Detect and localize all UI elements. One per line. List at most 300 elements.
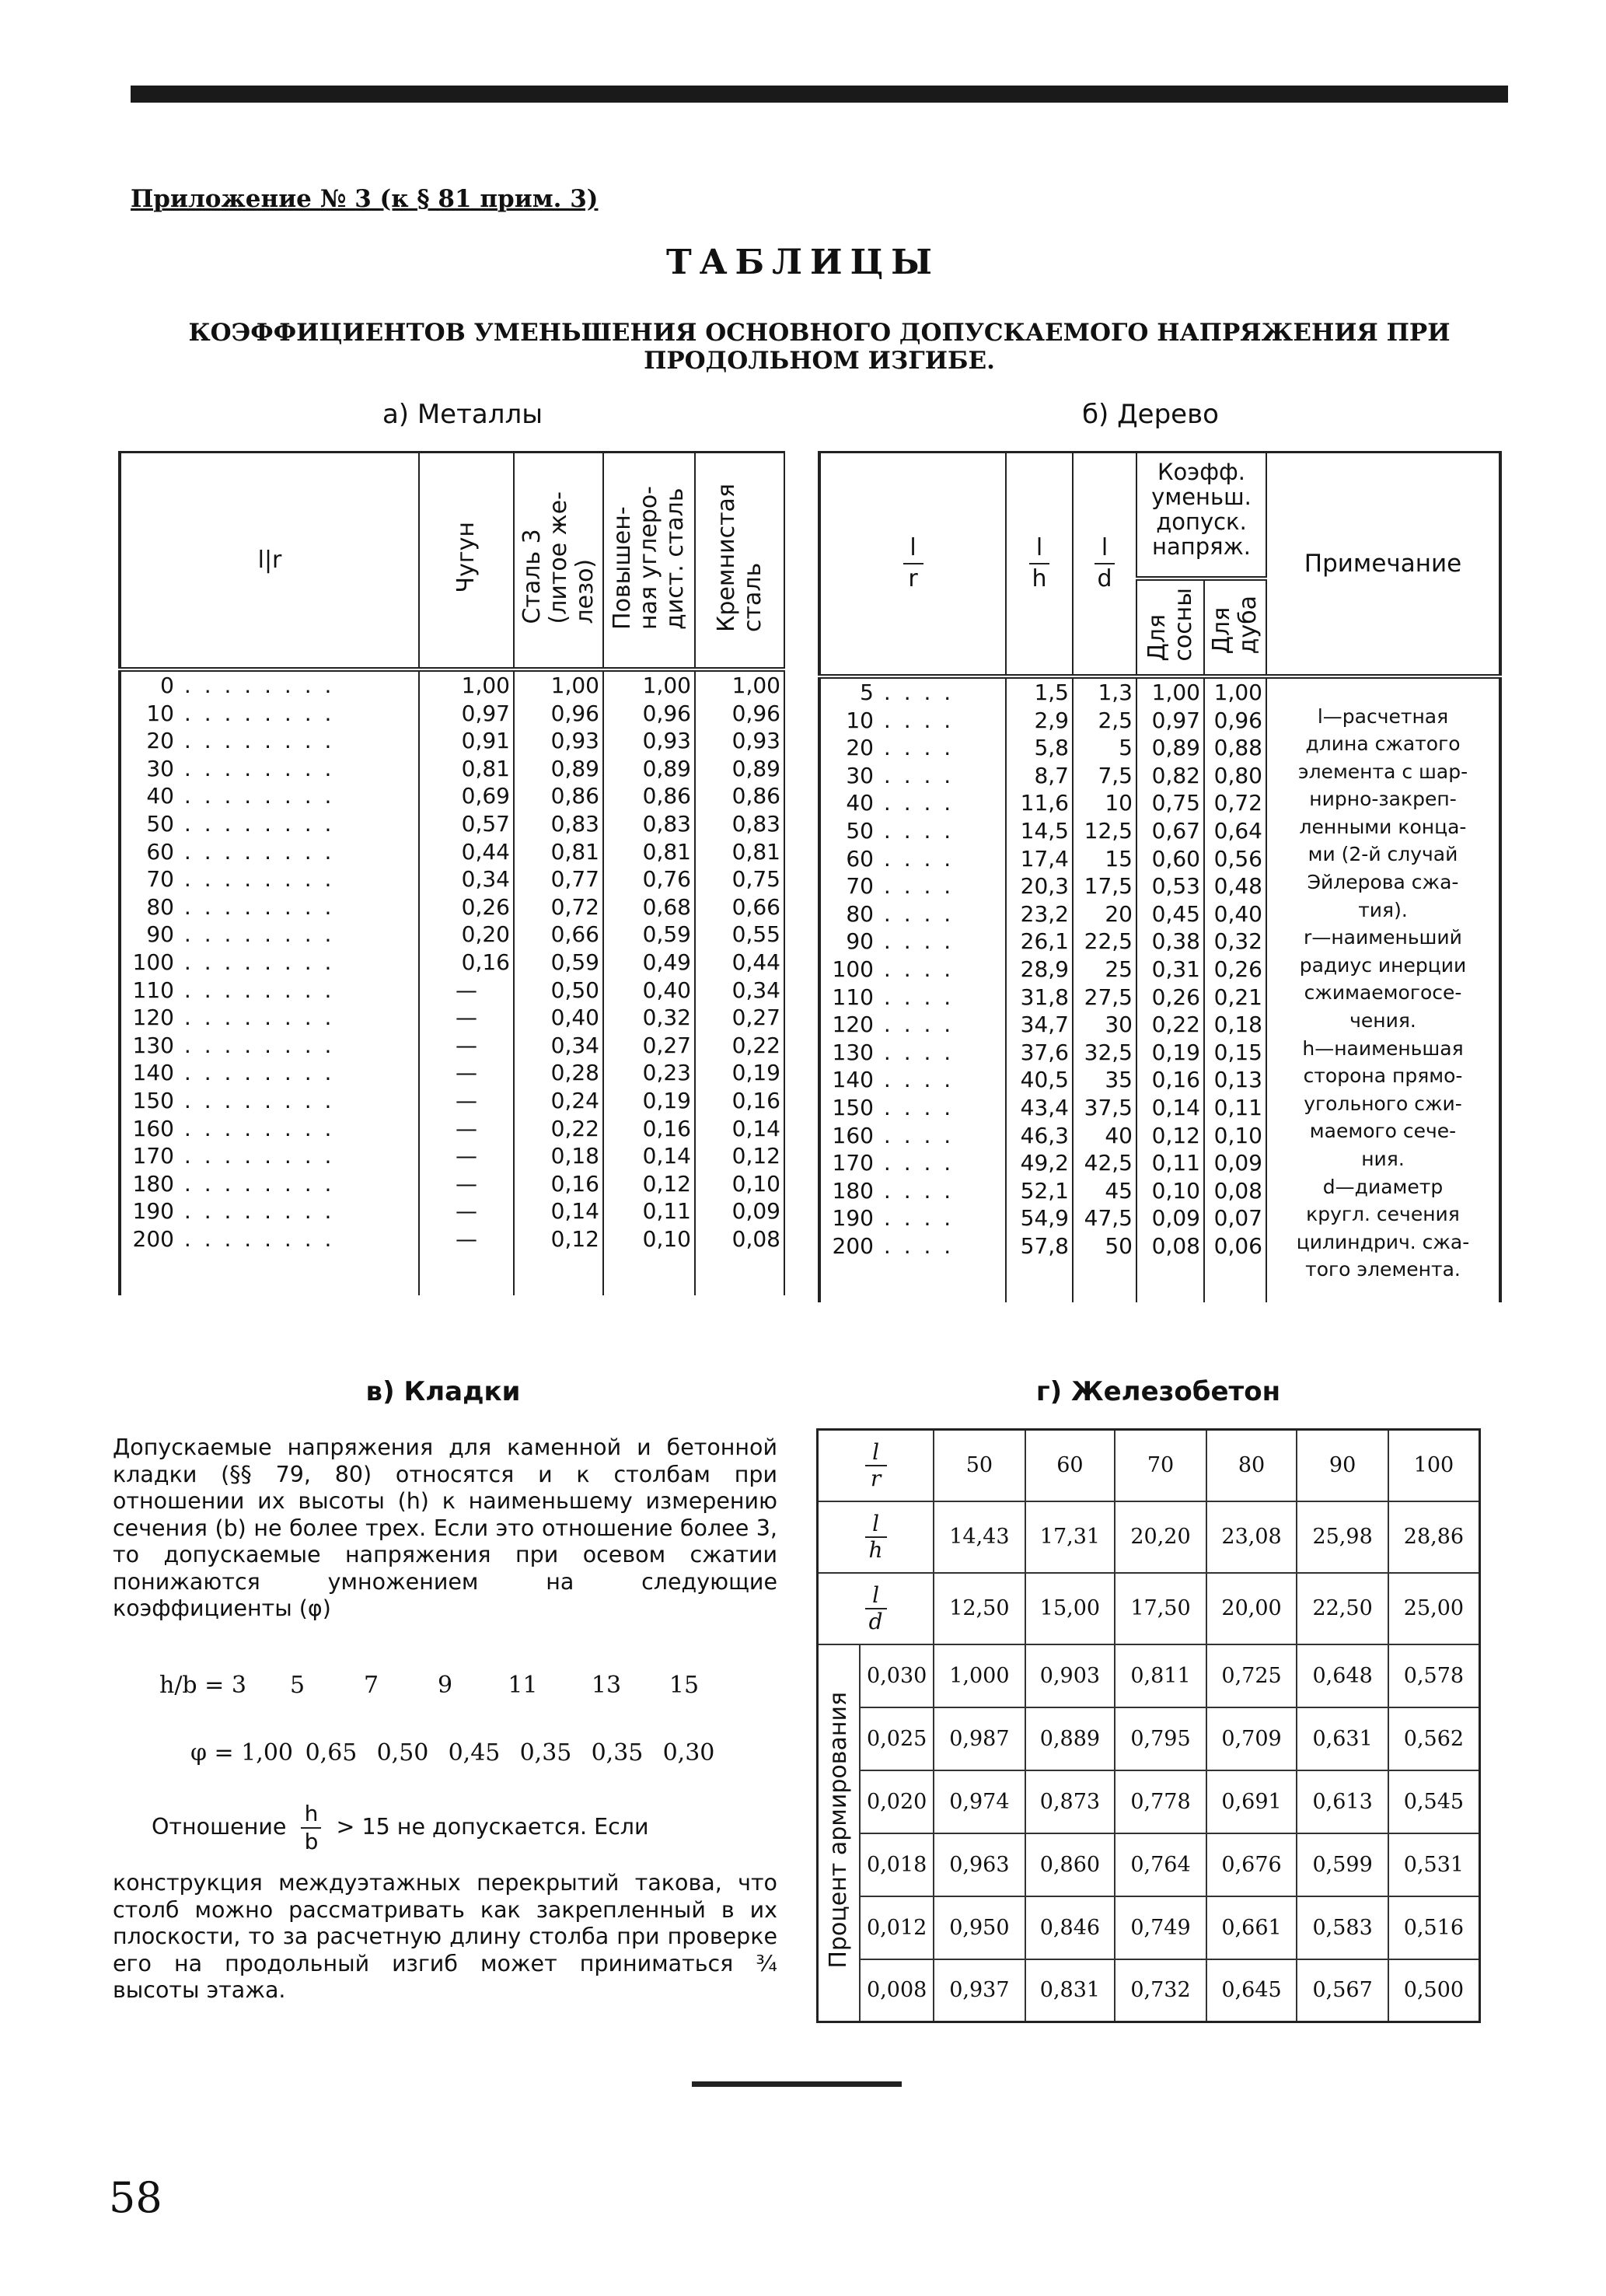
metals-l-value: 170 — [132, 1143, 174, 1169]
metals-l-value: 180 — [132, 1170, 174, 1197]
wood-cell: 0,09 — [1136, 1204, 1204, 1232]
wood-cell: 0,48 — [1204, 872, 1266, 900]
wood-cell: 0,88 — [1204, 734, 1266, 762]
metals-l-value: 30 — [146, 755, 174, 781]
wood-col-pine: Для сосны — [1136, 578, 1204, 676]
rc-pct-cell: 0,012 — [860, 1896, 934, 1959]
metals-cell: 0,16 — [514, 1170, 603, 1198]
rc-cell: 0,578 — [1388, 1644, 1480, 1707]
rc-cell: 0,562 — [1388, 1707, 1480, 1770]
phi-value: 0,35 — [519, 1739, 572, 1767]
appendix-label: Приложение № 3 (к § 81 прим. 3) — [131, 185, 599, 213]
metals-cell: 0,55 — [695, 921, 784, 949]
table-row — [120, 1115, 784, 1143]
wood-lr-value: 130 — [832, 1039, 874, 1065]
metals-row-label — [120, 1142, 419, 1170]
wood-row-label — [819, 734, 1006, 762]
wood-coef-header: Коэфф. уменьш. допуск. напряж. — [1136, 453, 1266, 579]
metals-cell: 0,93 — [603, 727, 695, 755]
rc-lh-cell: 20,20 — [1115, 1501, 1206, 1573]
wood-lr-value: 190 — [832, 1205, 874, 1232]
metals-cell: 0,27 — [695, 1004, 784, 1032]
wood-cell: 43,4 — [1006, 1094, 1073, 1122]
wood-cell: 0,40 — [1204, 900, 1266, 928]
rc-ld-cell: 25,00 — [1388, 1573, 1480, 1644]
wood-row-label — [819, 845, 1006, 873]
wood-cell: 2,9 — [1006, 707, 1073, 735]
metals-l-value: 160 — [132, 1115, 174, 1141]
metals-cell: 0,32 — [603, 1004, 695, 1032]
metals-cell: 0,83 — [603, 810, 695, 838]
metals-cell: 1,00 — [514, 669, 603, 700]
metals-row-label — [120, 1087, 419, 1115]
rc-pct-cell: 0,018 — [860, 1833, 934, 1896]
wood-col-lr: $\frac{l}{r}$ — [819, 453, 1006, 677]
wood-cell: 1,00 — [1204, 676, 1266, 707]
leader-dots: . . . . — [874, 680, 955, 705]
masonry-caption: в) Кладки — [365, 1376, 521, 1407]
metals-cell: 0,19 — [603, 1087, 695, 1115]
leader-dots: . . . . . . . . — [174, 1225, 335, 1252]
metals-l-value: 120 — [132, 1005, 174, 1031]
metals-cell: 0,10 — [695, 1170, 784, 1198]
metals-cell: 0,16 — [695, 1087, 784, 1115]
metals-cell: 0,12 — [514, 1225, 603, 1253]
wood-col-ld: $\frac{l}{d}$ — [1073, 453, 1136, 677]
leader-dots: . . . . . . . . — [174, 783, 335, 809]
metals-cell: 0,22 — [695, 1032, 784, 1060]
ratio-prefix: Отношение — [152, 1814, 287, 1840]
wood-cell: 37,6 — [1006, 1039, 1073, 1067]
metals-row-label — [120, 1225, 419, 1253]
rc-cell: 0,749 — [1115, 1896, 1206, 1959]
wood-cell: 0,11 — [1136, 1149, 1204, 1177]
wood-cell: 0,06 — [1204, 1232, 1266, 1260]
leader-dots: . . . . — [874, 1067, 955, 1093]
metals-row-label — [120, 700, 419, 728]
wood-row-label — [819, 707, 1006, 735]
metals-cell: 1,00 — [695, 669, 784, 700]
metals-table — [118, 451, 785, 1295]
rc-cell: 0,974 — [934, 1770, 1025, 1833]
wood-cell: 8,7 — [1006, 762, 1073, 790]
wood-cell: 26,1 — [1006, 928, 1073, 956]
wood-cell: 5,8 — [1006, 734, 1073, 762]
table-row — [818, 1644, 1480, 1707]
wood-cell: 31,8 — [1006, 984, 1073, 1012]
wood-cell: 0,12 — [1136, 1122, 1204, 1150]
table-row — [120, 700, 784, 728]
wood-cell: 54,9 — [1006, 1204, 1073, 1232]
leader-dots: . . . . . . . . — [174, 921, 335, 948]
table-row — [818, 1770, 1480, 1833]
metals-cell: 0,69 — [419, 782, 514, 810]
metals-cell: — — [419, 1115, 514, 1143]
metals-l-value: 40 — [146, 783, 174, 809]
hb-label: h/b = 3 — [159, 1672, 246, 1699]
rc-cell: 0,860 — [1025, 1833, 1115, 1896]
rc-cell: 0,583 — [1297, 1896, 1388, 1959]
leader-dots: . . . . . . . . — [174, 1005, 335, 1031]
wood-cell: 0,18 — [1204, 1011, 1266, 1039]
metals-cell: 0,44 — [419, 838, 514, 866]
leader-dots: . . . . . . . . — [174, 977, 335, 1003]
wood-row-label — [819, 984, 1006, 1012]
table-row — [120, 1059, 784, 1087]
rc-lr-cell: 80 — [1206, 1430, 1297, 1501]
table-row — [120, 921, 784, 949]
metals-cell: 0,28 — [514, 1059, 603, 1087]
metals-cell: 0,76 — [603, 865, 695, 893]
metals-cell: 0,81 — [419, 755, 514, 783]
table-row — [120, 669, 784, 700]
rc-lh-cell: 28,86 — [1388, 1501, 1480, 1573]
wood-cell: 52,1 — [1006, 1177, 1073, 1205]
leader-dots: . . . . . . . . — [174, 866, 335, 893]
wood-cell: 0,53 — [1136, 872, 1204, 900]
hb-row — [159, 1672, 719, 1699]
rc-ld-cell: 12,50 — [934, 1573, 1025, 1644]
rc-cell: 0,500 — [1388, 1959, 1480, 2022]
hb-value: 7 — [363, 1672, 379, 1699]
wood-cell: 37,5 — [1073, 1094, 1136, 1122]
wood-cell: 46,3 — [1006, 1122, 1073, 1150]
wood-cell: 15 — [1073, 845, 1136, 873]
wood-cell: 22,5 — [1073, 928, 1136, 956]
wood-cell: 1,5 — [1006, 676, 1073, 707]
table-row — [120, 865, 784, 893]
wood-row-label — [819, 676, 1006, 707]
wood-cell: 0,26 — [1136, 984, 1204, 1012]
leader-dots: . . . . — [874, 984, 955, 1010]
rc-lh-label: $\frac{l}{h}$ — [818, 1501, 934, 1573]
metals-row-label — [120, 727, 419, 755]
leader-dots: . . . . — [874, 762, 955, 788]
wood-cell: 28,9 — [1006, 956, 1073, 984]
metals-cell: 0,72 — [514, 893, 603, 921]
metals-l-value: 90 — [146, 921, 174, 948]
phi-value: 0,65 — [305, 1739, 358, 1767]
metals-cell: 0,89 — [603, 755, 695, 783]
wood-row-label — [819, 928, 1006, 956]
metals-cell: — — [419, 1197, 514, 1225]
metals-cell: 0,81 — [603, 838, 695, 866]
rc-ld-cell: 15,00 — [1025, 1573, 1115, 1644]
wood-col-note: Примечание — [1266, 453, 1500, 677]
metals-row-label — [120, 755, 419, 783]
wood-cell: 27,5 — [1073, 984, 1136, 1012]
metals-cell: 0,75 — [695, 865, 784, 893]
rc-cell: 0,778 — [1115, 1770, 1206, 1833]
wood-lr-value: 140 — [832, 1067, 874, 1093]
table-row — [120, 810, 784, 838]
wood-cell: 0,67 — [1136, 817, 1204, 845]
wood-cell: 35 — [1073, 1066, 1136, 1094]
metals-cell: 0,23 — [603, 1059, 695, 1087]
metals-cell: — — [419, 1032, 514, 1060]
rc-cell: 0,950 — [934, 1896, 1025, 1959]
wood-cell: 0,09 — [1204, 1149, 1266, 1177]
wood-lr-value: 20 — [846, 735, 874, 761]
wood-cell: 0,89 — [1136, 734, 1204, 762]
spacer-cell — [1204, 1260, 1266, 1302]
leader-dots: . . . . — [874, 1039, 955, 1065]
rc-cell: 0,648 — [1297, 1644, 1388, 1707]
rc-cell: 0,811 — [1115, 1644, 1206, 1707]
wood-lr-value: 90 — [846, 928, 874, 955]
leader-dots: . . . . — [874, 1012, 955, 1038]
metals-cell: 0,86 — [695, 782, 784, 810]
wood-row-label — [819, 1149, 1006, 1177]
wood-row-label — [819, 1204, 1006, 1232]
wood-lr-value: 80 — [846, 900, 874, 927]
rc-cell: 0,531 — [1388, 1833, 1480, 1896]
wood-row-label — [819, 1122, 1006, 1150]
table-row — [818, 1707, 1480, 1770]
rc-cell: 0,764 — [1115, 1833, 1206, 1896]
rc-side-label — [818, 1644, 861, 2022]
metals-cell: 0,16 — [419, 949, 514, 977]
table-row — [120, 1142, 784, 1170]
metals-l-value: 110 — [132, 977, 174, 1003]
phi-value: 0,45 — [448, 1739, 501, 1767]
leader-dots: . . . . . . . . — [174, 1032, 335, 1058]
rc-side-text: Процент армирования — [825, 1691, 853, 1969]
wood-row-label — [819, 1177, 1006, 1205]
wood-col-lh: $\frac{l}{h}$ — [1006, 453, 1073, 677]
metals-cell: — — [419, 1087, 514, 1115]
masonry-paragraph-1: Допускаемые напряжения для каменной и бетонной кладки (§§ 79, 80) относятся и к столбам при отношении их высоты (h) к наименьшему измерению сечения (b) не более трех. Если это отношение более 3, то допускаемые напряжения при осевом сжатии понижаются умножением на следующие коэффициенты (φ) — [113, 1435, 777, 1621]
spacer-cell — [603, 1253, 695, 1295]
rc-pct-cell: 0,030 — [860, 1644, 934, 1707]
wood-cell: 0,15 — [1204, 1039, 1266, 1067]
metals-cell: 0,93 — [695, 727, 784, 755]
wood-cell: 0,32 — [1204, 928, 1266, 956]
wood-cell: 0,80 — [1204, 762, 1266, 790]
leader-dots: . . . . — [874, 790, 955, 816]
metals-cell: — — [419, 1225, 514, 1253]
rc-cell: 0,889 — [1025, 1707, 1115, 1770]
metals-cell: 0,12 — [603, 1170, 695, 1198]
wood-lr-value: 150 — [832, 1094, 874, 1120]
wood-cell: 0,08 — [1136, 1232, 1204, 1260]
leader-dots: . . . . . . . . — [174, 893, 335, 920]
metals-cell: 1,00 — [603, 669, 695, 700]
wood-cell: 0,97 — [1136, 707, 1204, 735]
metals-row-label — [120, 669, 419, 700]
metals-l-value: 70 — [146, 866, 174, 893]
leader-dots: . . . . . . . . — [174, 1198, 335, 1225]
rc-cell: 0,613 — [1297, 1770, 1388, 1833]
rc-cell: 0,661 — [1206, 1896, 1297, 1959]
wood-cell: 0,26 — [1204, 956, 1266, 984]
rc-cell: 0,873 — [1025, 1770, 1115, 1833]
metals-cell: 0,14 — [514, 1197, 603, 1225]
rc-lh-cell: 14,43 — [934, 1501, 1025, 1573]
wood-table-wrap — [818, 451, 1502, 1302]
wood-cell: 0,82 — [1136, 762, 1204, 790]
metals-row-label — [120, 865, 419, 893]
metals-table-wrap — [118, 451, 785, 1295]
table-row — [818, 1833, 1480, 1896]
rc-cell: 0,846 — [1025, 1896, 1115, 1959]
metals-l-value: 50 — [146, 810, 174, 837]
wood-cell: 30 — [1073, 1011, 1136, 1039]
leader-dots: . . . . — [874, 900, 955, 927]
table-row — [120, 893, 784, 921]
rc-pct-cell: 0,025 — [860, 1707, 934, 1770]
table-row — [120, 977, 784, 1005]
metals-cell: 0,20 — [419, 921, 514, 949]
page-subtitle: КОЭФФИЦИЕНТОВ УМЕНЬШЕНИЯ ОСНОВНОГО ДОПУСКАЕМОГО НАПРЯЖЕНИЯ ПРИ ПРОДОЛЬНОМ ИЗГИБЕ. — [188, 319, 1451, 375]
page-number: 58 — [109, 2173, 162, 2222]
wood-cell: 49,2 — [1006, 1149, 1073, 1177]
metals-cell: 0,09 — [695, 1197, 784, 1225]
wood-cell: 0,21 — [1204, 984, 1266, 1012]
leader-dots: . . . . . . . . — [174, 1170, 335, 1197]
wood-caption: б) Дерево — [1082, 399, 1219, 430]
rc-cell: 0,691 — [1206, 1770, 1297, 1833]
metals-cell: 0,91 — [419, 727, 514, 755]
metals-cell: 0,50 — [514, 977, 603, 1005]
leader-dots: . . . . . . . . — [174, 1115, 335, 1141]
table-row — [818, 1896, 1480, 1959]
rc-cell: 0,987 — [934, 1707, 1025, 1770]
leader-dots: . . . . — [874, 817, 955, 844]
rc-cell: 0,645 — [1206, 1959, 1297, 2022]
wood-cell: 0,08 — [1204, 1177, 1266, 1205]
wood-row-label — [819, 900, 1006, 928]
rc-ld-cell: 17,50 — [1115, 1573, 1206, 1644]
metals-col-header: Чугун — [419, 453, 514, 670]
ratio-line — [152, 1802, 777, 1854]
leader-dots: . . . . . . . . — [174, 810, 335, 837]
table-row — [120, 1170, 784, 1198]
rc-cell: 0,545 — [1388, 1770, 1480, 1833]
metals-cell: 0,86 — [603, 782, 695, 810]
wood-row-label — [819, 789, 1006, 817]
bottom-rule — [692, 2081, 902, 2087]
wood-cell: 0,19 — [1136, 1039, 1204, 1067]
wood-cell: 40,5 — [1006, 1066, 1073, 1094]
rc-pct-cell: 0,008 — [860, 1959, 934, 2022]
wood-cell: 14,5 — [1006, 817, 1073, 845]
metals-cell: 0,89 — [514, 755, 603, 783]
wood-row-label — [819, 1039, 1006, 1067]
wood-cell: 0,14 — [1136, 1094, 1204, 1122]
metals-cell: 0,10 — [603, 1225, 695, 1253]
rc-cell: 0,725 — [1206, 1644, 1297, 1707]
ratio-suffix: > 15 не допускается. Если — [336, 1814, 649, 1840]
wood-row-label — [819, 1066, 1006, 1094]
wood-cell: 5 — [1073, 734, 1136, 762]
wood-cell: 0,13 — [1204, 1066, 1266, 1094]
metals-caption: а) Металлы — [382, 399, 543, 430]
metals-l-value: 140 — [132, 1060, 174, 1086]
metals-row-label — [120, 810, 419, 838]
wood-cell: 0,60 — [1136, 845, 1204, 873]
metals-cell: 0,14 — [695, 1115, 784, 1143]
metals-cell: 1,00 — [419, 669, 514, 700]
table-row — [120, 1004, 784, 1032]
rc-cell: 0,831 — [1025, 1959, 1115, 2022]
wood-row-label — [819, 1011, 1006, 1039]
wood-cell: 40 — [1073, 1122, 1136, 1150]
wood-cell: 0,64 — [1204, 817, 1266, 845]
leader-dots: . . . . . . . . — [174, 1087, 335, 1113]
metals-cell: 0,26 — [419, 893, 514, 921]
wood-cell: 34,7 — [1006, 1011, 1073, 1039]
masonry-paragraph-2: конструкция междуэтажных перекрытий такова, что столб можно рассматривать как закрепленный в их плоскости, то за расчетную длину столба при проверке его на продольный изгиб может приниматься ¾ высоты этажа. — [113, 1870, 777, 2003]
leader-dots: . . . . . . . . — [174, 755, 335, 781]
metals-l-value: 10 — [146, 700, 174, 726]
metals-cell: 0,27 — [603, 1032, 695, 1060]
wood-row-label — [819, 872, 1006, 900]
wood-cell: 11,6 — [1006, 789, 1073, 817]
wood-cell: 23,2 — [1006, 900, 1073, 928]
metals-col-header: Повышен- ная углеро- дист. сталь — [603, 453, 695, 670]
leader-dots: . . . . — [874, 735, 955, 761]
wood-cell: 17,4 — [1006, 845, 1073, 873]
table-row — [120, 1225, 784, 1253]
leader-dots: . . . . — [874, 956, 955, 982]
metals-cell: 0,22 — [514, 1115, 603, 1143]
metals-row-label — [120, 1032, 419, 1060]
rc-cell: 1,000 — [934, 1644, 1025, 1707]
metals-row-label — [120, 838, 419, 866]
metals-cell: 0,96 — [514, 700, 603, 728]
wood-cell: 42,5 — [1073, 1149, 1136, 1177]
metals-col-header: Сталь 3 (литое же- лезо) — [514, 453, 603, 670]
metals-col-lr: l|r — [120, 453, 419, 670]
wood-cell: 50 — [1073, 1232, 1136, 1260]
rc-cell: 0,709 — [1206, 1707, 1297, 1770]
wood-lr-value: 50 — [846, 817, 874, 844]
metals-cell: 0,24 — [514, 1087, 603, 1115]
wood-cell: 10 — [1073, 789, 1136, 817]
leader-dots: . . . . — [874, 1150, 955, 1176]
wood-cell: 0,10 — [1204, 1122, 1266, 1150]
metals-cell: 0,81 — [695, 838, 784, 866]
wood-lr-value: 100 — [832, 956, 874, 982]
metals-row-label — [120, 977, 419, 1005]
rc-lh-cell: 23,08 — [1206, 1501, 1297, 1573]
leader-dots: . . . . — [874, 1232, 955, 1259]
table-spacer-row — [120, 1253, 784, 1295]
metals-l-value: 190 — [132, 1198, 174, 1225]
rc-cell: 0,903 — [1025, 1644, 1115, 1707]
phi-value: 0,30 — [662, 1739, 715, 1767]
table-row — [818, 1959, 1480, 2022]
wood-cell: 0,10 — [1136, 1177, 1204, 1205]
wood-cell: 0,45 — [1136, 900, 1204, 928]
metals-cell: — — [419, 1170, 514, 1198]
phi-label: φ = 1,00 — [190, 1739, 294, 1767]
wood-cell: 57,8 — [1006, 1232, 1073, 1260]
leader-dots: . . . . — [874, 928, 955, 955]
spacer-cell — [514, 1253, 603, 1295]
spacer-cell — [1136, 1260, 1204, 1302]
metals-cell: 0,96 — [603, 700, 695, 728]
wood-lr-value: 120 — [832, 1012, 874, 1038]
metals-row-label — [120, 1197, 419, 1225]
metals-cell: — — [419, 977, 514, 1005]
rc-lh-cell: 17,31 — [1025, 1501, 1115, 1573]
metals-row-label — [120, 1170, 419, 1198]
leader-dots: . . . . . . . . — [174, 700, 335, 726]
wood-lr-value: 160 — [832, 1122, 874, 1148]
wood-row-label — [819, 956, 1006, 984]
